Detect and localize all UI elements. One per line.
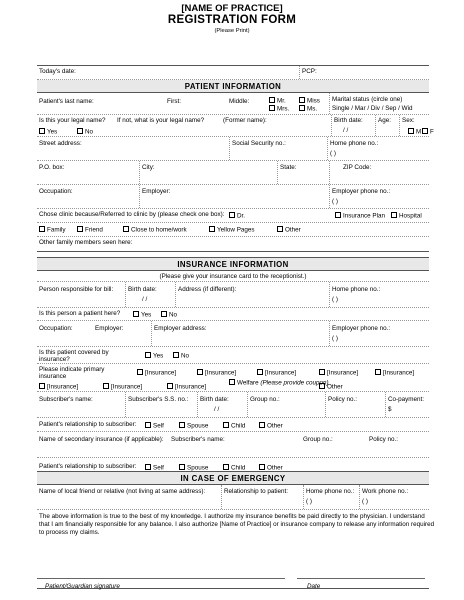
responsible-row (37, 282, 429, 308)
responsible-field[interactable] (37, 282, 125, 307)
secondary-insurance-field[interactable] (37, 432, 169, 457)
ins-1-checkbox[interactable] (137, 369, 143, 375)
first-name-field[interactable] (165, 93, 227, 114)
sex-field (399, 115, 434, 136)
primary-ins-2[interactable] (197, 369, 236, 377)
welfare-note: (Please provide coupon) (260, 379, 329, 387)
covered-yes-checkbox[interactable] (145, 352, 151, 358)
is-patient-yes-label: Yes (141, 311, 152, 319)
ins-1-label: [Insurance] (145, 369, 177, 377)
todays-date-row (37, 66, 429, 80)
resp-address-field[interactable] (175, 282, 329, 307)
yellow-pages-checkbox[interactable] (209, 226, 215, 232)
emergency-relationship-field[interactable] (221, 485, 303, 509)
policy2-field[interactable] (367, 432, 429, 457)
ins-7-label: [Insurance] (111, 383, 143, 391)
legal-no-checkbox[interactable] (77, 128, 83, 134)
po-box-label: P.O. box: (39, 164, 65, 171)
rel-self[interactable] (145, 422, 164, 430)
home-phone-label: Home phone no.: (330, 140, 379, 147)
pcp-label: PCP: (302, 68, 317, 75)
rel-child-checkbox[interactable] (223, 422, 229, 428)
policy-field[interactable] (325, 392, 385, 417)
rel2-child-checkbox[interactable] (223, 464, 229, 470)
resp-employer-label: Employer: (95, 325, 124, 332)
resp-address-label: Address (if different): (178, 286, 237, 293)
covered-label: Is this patient covered by insurance? (39, 349, 109, 364)
primary-ins-8[interactable] (167, 383, 206, 391)
authorization-row (37, 510, 435, 590)
city-label: City: (142, 164, 155, 171)
welfare-label: Welfare (237, 379, 259, 387)
resp-home-phone-paren: ( ) (332, 296, 338, 303)
rel-child-label: Child (231, 422, 246, 430)
covered-no-checkbox[interactable] (173, 352, 179, 358)
other-family-row (37, 237, 429, 251)
zip-label: ZIP Code: (343, 164, 372, 171)
emergency-section (37, 471, 435, 590)
resp-birth-date-field[interactable] (125, 282, 175, 307)
is-patient-no-checkbox[interactable] (161, 311, 167, 317)
referral-field (37, 209, 429, 222)
is-patient-label: Is this person a patient here? (39, 310, 121, 317)
last-name-field[interactable] (37, 93, 165, 114)
insurance-card-note-row (37, 271, 429, 282)
ins-2-checkbox[interactable] (197, 369, 203, 375)
other-checkbox[interactable] (277, 226, 283, 232)
statement-line-2: that I am financially responsible for any balance. I also authorize [Name of Practice] or insurance company to release any information required (39, 521, 435, 528)
legal-name-label: Is this your legal name? (39, 117, 106, 124)
signature-date-label: Date (307, 583, 321, 590)
family-checkbox[interactable] (39, 226, 45, 232)
resp-home-phone-field[interactable] (329, 282, 429, 307)
signature-label: Patient/Guardian signature (45, 583, 120, 590)
mr-checkbox[interactable] (269, 97, 275, 103)
other-family-field[interactable] (37, 237, 429, 251)
resp-employer-phone-paren: ( ) (332, 335, 338, 342)
former-name-field[interactable] (221, 115, 331, 136)
marital-label: Marital status (circle one) (332, 96, 403, 103)
age-field[interactable] (375, 115, 399, 136)
ins-6-label: [Insurance] (47, 383, 79, 391)
sex-m[interactable] (408, 128, 421, 136)
rel-spouse-label: Spouse (187, 422, 209, 430)
patient-name-row (37, 93, 429, 115)
ins-8-checkbox[interactable] (167, 383, 173, 389)
emergency-home-phone-field[interactable] (303, 485, 359, 509)
hospital-label: Hospital (399, 212, 422, 220)
close-checkbox[interactable] (123, 226, 129, 232)
secondary-label: Name of secondary insurance (if applicable): (39, 436, 164, 443)
group-label: Group no.: (250, 396, 280, 403)
is-patient-yes-checkbox[interactable] (133, 311, 139, 317)
legal-if-label: If not, what is your legal name? (117, 117, 205, 124)
insurance-plan-checkbox[interactable] (335, 212, 341, 218)
city-field[interactable] (139, 161, 277, 184)
zip-field[interactable] (329, 161, 429, 184)
referral-row (37, 209, 429, 223)
primary-insurance-row (37, 364, 429, 392)
ssn-label: Social Security no.: (232, 140, 286, 147)
sex-f[interactable] (422, 128, 434, 136)
primary-other[interactable] (319, 383, 343, 391)
city-row (37, 161, 429, 185)
emergency-name-field[interactable] (37, 485, 221, 509)
title-mrs[interactable] (269, 105, 289, 113)
insurance-card-note: (Please give your insurance card to the receptionist.) (159, 273, 307, 280)
rel-other-checkbox[interactable] (259, 422, 265, 428)
former-name-label: (Former name): (223, 117, 267, 124)
resp-employer-address-label: Employer address: (154, 325, 207, 332)
subscriber2-label: Subscriber's name: (171, 436, 225, 443)
ins-8-label: [Insurance] (175, 383, 207, 391)
date-line[interactable] (297, 578, 425, 579)
other-family-label: Other family members seen here: (39, 239, 133, 246)
statement-line-3: to process my claims. (39, 529, 100, 536)
sex-label: Sex: (402, 117, 415, 124)
responsible-label: Person responsible for bill: (39, 286, 114, 293)
referral-friend[interactable] (77, 226, 103, 234)
dr-checkbox[interactable] (229, 212, 235, 218)
welfare-checkbox[interactable] (229, 379, 235, 385)
title-miss[interactable] (299, 97, 320, 105)
copay-dollar: $ (388, 406, 392, 413)
marital-options[interactable]: Single / Mar / Div / Sep / Wid (332, 105, 413, 112)
relationship-field (37, 418, 429, 431)
primary-ins-7[interactable] (103, 383, 142, 391)
title-miss-label: Miss (307, 97, 320, 105)
resp-employer-field[interactable] (93, 321, 151, 346)
signature-line[interactable] (37, 578, 285, 579)
legal-name-row (37, 115, 434, 137)
referral-close[interactable] (123, 226, 187, 234)
street-label: Street address: (39, 140, 82, 147)
employer-phone-label: Employer phone no.: (332, 188, 391, 195)
covered-field (37, 347, 429, 363)
title-ms-label: Ms. (307, 105, 318, 113)
last-name-label: Patient's last name: (39, 98, 94, 105)
subscriber-row (37, 392, 429, 418)
is-patient-field (37, 308, 429, 320)
relationship-row (37, 418, 429, 432)
patient-information-heading: PATIENT INFORMATION (37, 80, 429, 93)
is-patient-no-label: No (169, 311, 178, 319)
referral-field-2 (37, 223, 429, 236)
resp-employer-address-field[interactable] (151, 321, 329, 346)
employer-field[interactable] (139, 185, 329, 208)
rel2-self-checkbox[interactable] (145, 464, 151, 470)
primary-label: Please indicate primary insurance (39, 366, 105, 381)
emergency-name-label: Name of local friend or relative (not living at same address): (39, 488, 206, 495)
resp-occupation-label: Occupation: (39, 325, 73, 332)
rel-other-label: Other (267, 422, 283, 430)
ins-4-label: [Insurance] (327, 369, 359, 377)
ins-2-label: [Insurance] (205, 369, 237, 377)
subscriber2-field[interactable] (169, 432, 301, 457)
occupation-label: Occupation: (39, 188, 73, 195)
is-patient-no[interactable] (161, 311, 177, 319)
group-field[interactable] (247, 392, 325, 417)
hospital-checkbox[interactable] (391, 212, 397, 218)
subscriber-ss-label: Subscriber's S.S. no.: (128, 396, 189, 403)
subscriber-name-label: Subscriber's name: (39, 396, 93, 403)
emergency-relationship-label: Relationship to patient: (224, 488, 289, 495)
policy-label: Policy no.: (328, 396, 358, 403)
relationship2-label: Patient's relationship to subscriber: (39, 463, 137, 470)
copay-label: Co-payment: (388, 396, 425, 403)
referral-insurance-plan[interactable] (335, 212, 385, 220)
birth-date-label: Birth date: (334, 117, 363, 124)
resp-home-phone-label: Home phone no.: (332, 286, 381, 293)
ssn-field[interactable] (229, 137, 327, 160)
group2-field[interactable] (301, 432, 367, 457)
dr-label: Dr. (237, 212, 246, 220)
marital-status-field[interactable] (329, 93, 429, 114)
emergency-heading: IN CASE OF EMERGENCY (37, 472, 429, 485)
subscriber-name-field[interactable] (37, 392, 125, 417)
practice-name: [NAME OF PRACTICE] (181, 3, 283, 14)
birth-date-field[interactable] (331, 115, 375, 136)
resp-occupation-row (37, 321, 429, 347)
insurance-section (37, 257, 429, 477)
resp-employer-phone-label: Employer phone no.: (332, 325, 391, 332)
referral-family[interactable] (39, 226, 66, 234)
po-box-field[interactable] (37, 161, 139, 184)
age-label: Age: (378, 117, 391, 124)
sex-m-checkbox[interactable] (408, 128, 414, 134)
referral-yellow-pages[interactable] (209, 226, 255, 234)
occupation-row (37, 185, 429, 209)
ins-6-checkbox[interactable] (39, 383, 45, 389)
emergency-home-phone-label: Home phone no.: (306, 488, 355, 495)
legal-yes-label: Yes (47, 128, 58, 136)
rel2-self-label: Self (153, 464, 164, 472)
title-mrs-label: Mrs. (277, 105, 290, 113)
rel-spouse-checkbox[interactable] (179, 422, 185, 428)
primary-other-label: Other (327, 383, 343, 391)
friend-checkbox[interactable] (77, 226, 83, 232)
legal-no[interactable] (77, 128, 93, 136)
legal-name-field[interactable] (115, 115, 221, 136)
rel2-other-checkbox[interactable] (259, 464, 265, 470)
ins-7-checkbox[interactable] (103, 383, 109, 389)
primary-ins-5[interactable] (375, 369, 414, 377)
ins-5-label: [Insurance] (383, 369, 415, 377)
patient-section (37, 65, 434, 252)
home-phone-paren: ( ) (330, 150, 336, 157)
emergency-home-phone-paren: ( ) (306, 498, 312, 505)
mrs-checkbox[interactable] (269, 105, 275, 111)
other-label: Other (285, 226, 301, 234)
friend-label: Friend (85, 226, 103, 234)
resp-birth-slashes: / / (142, 296, 148, 303)
middle-name-label: Middle: (229, 98, 250, 105)
subscriber-ss-field[interactable] (125, 392, 197, 417)
subscriber-birth-label: Birth date: (200, 396, 229, 403)
insurance-information-heading: INSURANCE INFORMATION (37, 258, 429, 271)
emergency-work-phone-paren: ( ) (362, 498, 368, 505)
form-title: REGISTRATION FORM (167, 14, 297, 26)
primary-ins-6[interactable] (39, 383, 78, 391)
is-patient-row (37, 308, 429, 321)
legal-yes-checkbox[interactable] (39, 128, 45, 134)
covered-no-label: No (181, 352, 190, 360)
employer-phone-paren: ( ) (332, 198, 338, 205)
sex-f-label: F (430, 128, 434, 136)
state-field[interactable] (277, 161, 329, 184)
form-subtitle: (Please Print) (214, 28, 250, 34)
legal-no-label: No (85, 128, 94, 136)
authorization-statement (37, 510, 435, 590)
resp-occupation-field[interactable] (37, 321, 93, 346)
ins-3-label: [Insurance] (265, 369, 297, 377)
referral-other[interactable] (277, 226, 301, 234)
primary-other-checkbox[interactable] (319, 383, 325, 389)
primary-ins-1[interactable] (137, 369, 176, 377)
pcp-field[interactable] (299, 66, 429, 79)
primary-insurance-field (37, 364, 429, 391)
primary-ins-3[interactable] (257, 369, 296, 377)
birth-date-slashes: / / (343, 127, 349, 134)
covered-no[interactable] (173, 352, 189, 360)
title-mr[interactable] (269, 97, 286, 105)
rel2-spouse-checkbox[interactable] (179, 464, 185, 470)
rel-spouse[interactable] (179, 422, 208, 430)
rel-other[interactable] (259, 422, 283, 430)
home-phone-field[interactable] (327, 137, 429, 160)
is-patient-yes[interactable] (133, 311, 151, 319)
covered-row (37, 347, 429, 364)
resp-employer-phone-field[interactable] (329, 321, 429, 346)
employer-label: Employer: (142, 188, 171, 195)
insurance-plan-label: Insurance Plan (343, 212, 386, 220)
statement-line-1: The above information is true to the best of my knowledge. I authorize my insurance benefits be paid directly to the physician. I understand (39, 513, 425, 520)
relationship-label: Patient's relationship to subscriber: (39, 421, 137, 428)
rel2-child-label: Child (231, 464, 246, 472)
referral-row-2 (37, 223, 429, 237)
legal-name-question (37, 115, 115, 136)
copay-field[interactable] (385, 392, 429, 417)
title-mr-label: Mr. (277, 97, 286, 105)
state-label: State: (280, 164, 297, 171)
primary-ins-4[interactable] (319, 369, 358, 377)
secondary-row (37, 432, 429, 458)
group2-label: Group no.: (303, 436, 333, 443)
referral-dr[interactable] (229, 212, 245, 220)
rel2-other-label: Other (267, 464, 283, 472)
employer-phone-field[interactable] (329, 185, 429, 208)
covered-yes[interactable] (145, 352, 163, 360)
rel-self-checkbox[interactable] (145, 422, 151, 428)
resp-birth-label: Birth date: (128, 286, 157, 293)
street-address-field[interactable] (37, 137, 229, 160)
title-options (267, 93, 329, 114)
subscriber-birth-slashes: / / (214, 406, 220, 413)
ms-checkbox[interactable] (299, 105, 305, 111)
policy2-label: Policy no.: (369, 436, 399, 443)
subscriber-birth-field[interactable] (197, 392, 247, 417)
rel2-spouse-label: Spouse (187, 464, 209, 472)
occupation-field[interactable] (37, 185, 139, 208)
ins-3-checkbox[interactable] (257, 369, 263, 375)
yellow-pages-label: Yellow Pages (217, 226, 255, 234)
close-label: Close to home/work (131, 226, 187, 234)
covered-yes-label: Yes (153, 352, 164, 360)
referral-hospital[interactable] (391, 212, 422, 220)
emergency-work-phone-label: Work phone no.: (362, 488, 409, 495)
rel-self-label: Self (153, 422, 164, 430)
emergency-contact-row (37, 485, 429, 510)
chose-clinic-label: Chose clinic because/Referred to clinic by (please check one box): (39, 211, 225, 218)
primary-welfare[interactable] (229, 379, 329, 387)
todays-date-label: Today's date: (39, 68, 76, 75)
first-name-label: First: (167, 98, 181, 105)
sex-m-label: M (416, 128, 422, 136)
emergency-work-phone-field[interactable] (359, 485, 429, 509)
middle-name-field[interactable] (227, 93, 267, 114)
sex-f-checkbox[interactable] (422, 128, 428, 134)
ins-4-checkbox[interactable] (319, 369, 325, 375)
family-label: Family (47, 226, 66, 234)
ins-5-checkbox[interactable] (375, 369, 381, 375)
rel-child[interactable] (223, 422, 245, 430)
todays-date-field[interactable] (37, 66, 299, 79)
legal-yes[interactable] (39, 128, 57, 136)
miss-checkbox[interactable] (299, 97, 305, 103)
title-ms[interactable] (299, 105, 317, 113)
address-row (37, 137, 429, 161)
